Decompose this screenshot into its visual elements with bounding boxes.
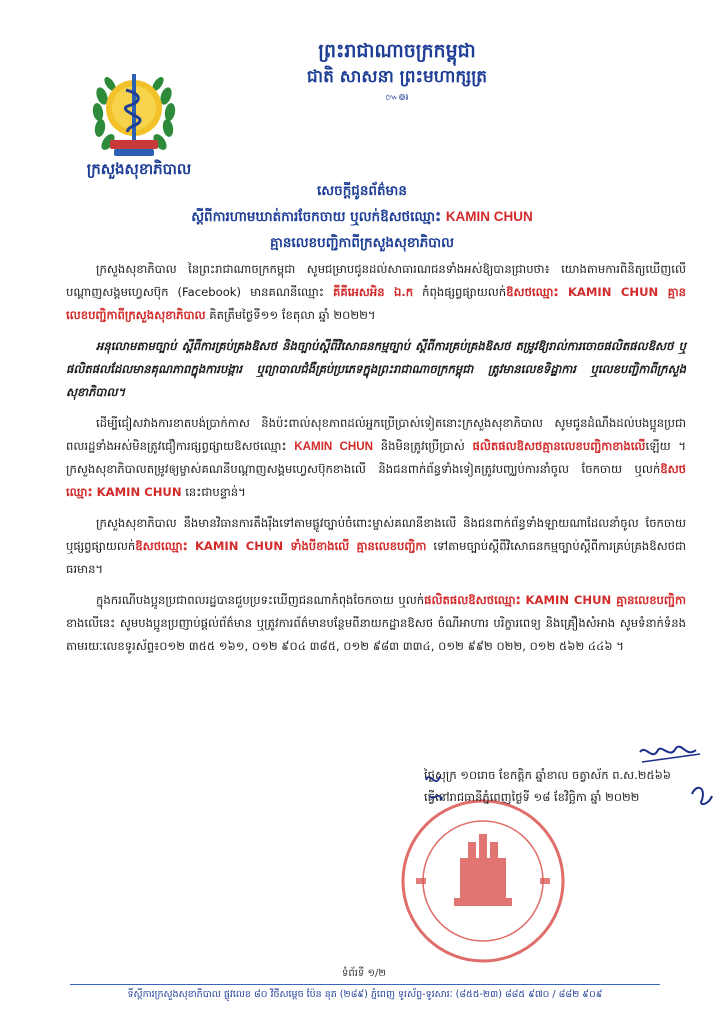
p5-product-name: ផលិតផលឱសថឈ្មោះ KAMIN CHUN គ្មានលេខបញ្ជិកា [424, 593, 686, 607]
p3-text-d: នេះជាបន្ទាន់។ [181, 485, 246, 499]
ministry-of-health-emblem [88, 56, 180, 160]
p3-product-name: ឱសថឈ្មោះ KAMIN CHUN [66, 462, 686, 499]
p5-text-a: ក្នុងករណីបងប្អូនប្រជាពលរដ្ឋបានជួបប្រទះឃើញជនណាកំពុងចែកចាយ ឬលក់ [96, 593, 425, 607]
footer-divider [70, 984, 660, 985]
p1-account-name: គីគីអេសអិន ឯ.ក [333, 285, 414, 299]
p4-product-name: ឱសថឈ្មោះ KAMIN CHUN ទាំងបីខាងលើ គ្មានលេខបញ្ជិកា [135, 539, 427, 553]
p3-text-c: ឡើយ ។ ក្រសួងសុខាភិបាលតម្រូវឲ្យម្ចាស់គណនីបណ្តាញសង្គមហ្វេសប៊ុកខាងលើ និងជនពាក់ព័ន្ធទាំងទៀតត្រូវបញ្ឈប់ការនាំចូល ចែកចាយ ឬលក់ [66, 439, 687, 476]
lunar-date: ថ្ងៃសុក្រ ១០រោច ខែកត្តិក ឆ្នាំខាល ចត្វាស័ក ព.ស.២៥៦៦ [424, 768, 671, 782]
solar-date: ធ្វើនៅរាជធានីភ្នំពេញថ្ងៃទី ១៨ ខែវិច្ឆិកា ឆ្នាំ ២០២២ [424, 790, 640, 804]
p3-text-a: ដើម្បីជៀសវាងការខាតបង់ប្រាក់កាស និងប៉ះពាល់សុខភាពដល់អ្នកប្រើប្រាស់ទៀតនោះក្រសួងសុខាភិបាល សូមជូនដំណឹងដល់បងប្អូនប្រជាពលរដ្ឋទាំងអស់មិនត្រូវជឿការផ្សព្វផ្សាយឱសថឈ្មោះ [66, 416, 686, 453]
p4-text-b: ទៅតាមច្បាប់ស្តីពីវិសោធនកម្មច្បាប់ស្តីពីការគ្រប់គ្រងឱសថជាធរមាន។ [66, 539, 687, 576]
p1-text-a: ក្រសួងសុខាភិបាល នៃព្រះរាជាណាចក្រកម្ពុជា សូមជម្រាបជូនដល់សាធារណជនទាំងអស់ឱ្យបានជ្រាបថា៖ យោងតាមការពិនិត្យឃើញលើបណ្តាញសង្គមហ្វេសប៊ុក (Facebook) មានគណនីឈ្មោះ [66, 262, 686, 299]
paragraph-4 [66, 512, 686, 581]
ministry-name: ក្រសួងសុខាភិបាល [86, 160, 192, 178]
national-motto: ជាតិ សាសនា ព្រះមហាក្សត្រ [306, 67, 488, 87]
header-ornament: ៚៙៛ [385, 93, 409, 103]
title-line-2 [120, 204, 604, 230]
p3-unregistered-product: ផលិតផលឱសថគ្មានលេខបញ្ជិកាខាងលើ [472, 439, 646, 453]
p1-product-name: ឱសថឈ្មោះ KAMIN CHUN គ្មានលេខបញ្ជិកាពីក្រសួងសុខាភិបាល [66, 285, 686, 322]
title-line-3: គ្មានលេខបញ្ជិកាពីក្រសួងសុខាភិបាល [270, 235, 454, 251]
paragraph-1 [66, 258, 686, 327]
paragraph-5 [66, 589, 686, 658]
title-line-1: សេចក្តីជូនព័ត៌មាន [317, 183, 407, 199]
p5-text-b: ខាងលើនេះ សូមបងប្អូនប្រញាប់ផ្តល់ព័ត៌មាន ឬត្រូវការព័ត៌មានបន្ថែមពីនាយកដ្ឋានឱសថ ចំណីអាហារ បរិក្ខារពេទ្យ និងគ្រឿងសំអាង សូមទំនាក់ទំនងតាមរយៈលេខទូរស័ព្ទ៖០១២ ៣៥៥ ១៦១, ០១២ ៩០៤ ៣៨៥, ០១២ ៩៨៣ ៣៣៤, ០១២ ៩៩២ ០២២, ០១២ ៥៦២ ៤៤៦ ។ [66, 616, 686, 653]
kingdom-name: ព្រះរាជាណាចក្រកម្ពុជា [318, 40, 476, 62]
title-brand-name: KAMIN CHUN [445, 209, 533, 224]
announcement-title [120, 178, 604, 256]
p3-brand: KAMIN CHUN [294, 440, 374, 453]
p1-text-b: កំពុងផ្សព្វផ្សាយលក់ [413, 285, 507, 299]
paragraph-3 [66, 412, 686, 504]
kingdom-header [272, 38, 522, 106]
p3-text-b: និងមិនត្រូវប្រើប្រាស់ [373, 439, 473, 453]
paragraph-2: អនុលោមតាមច្បាប់ ស្តីពីការគ្រប់គ្រងឱសថ និងច្បាប់ស្តីពីវិសោធនកម្មច្បាប់ ស្តីពីការគ្រប់គ្រងឱសថ តម្រូវឱ្យរាល់ការចោចផលិតផលឱសថ ឬផលិតផលដែលមានគុណភាពក្នុងការបង្ការ ឬព្យាបាលជំងឺគ្រប់ប្រភេទក្នុងព្រះរាជាណាចក្រកម្ពុជា ត្រូវមានលេខទិដ្ឋាការ ឬលេខបញ្ជិកាពីក្រសួងសុខាភិបាល។ [66, 339, 686, 399]
page-number: ទំព័រទី ១/២ [342, 968, 386, 979]
announcement-body [66, 258, 686, 666]
p1-text-c: គិតត្រឹមថ្ងៃទី១១ ខែតុលា ឆ្នាំ ២០២២។ [205, 308, 376, 322]
handwritten-signature [340, 740, 720, 840]
footer-address: ទីស្តីការក្រសួងសុខាភិបាល ផ្លូវលេខ ៨០ វិថីសម្តេច ប៉ែន នុត (២៨៩) ភ្នំពេញ ទូរស័ព្ទ-ទូរសារៈ (៨៥៥-២៣) ៨៨៥ ៩៧០ / ៨៨២ ៩០៩ [127, 989, 603, 1000]
p4-text-a: ក្រសួងសុខាភិបាល នឹងមានវិធានការតឹងរ៉ឹងទៅតាមផ្លូវច្បាប់ចំពោះម្ចាស់គណនីខាងលើ និងជនពាក់ព័ន្ធទាំងឡាយណាដែលនាំចូល ចែកចាយ ឬផ្សព្វផ្សាយលក់ [66, 516, 686, 553]
title-line-2-text: ស្តីពីការហាមឃាត់ការចែកចាយ ឬលក់ឱសថឈ្មោះ [191, 209, 446, 225]
